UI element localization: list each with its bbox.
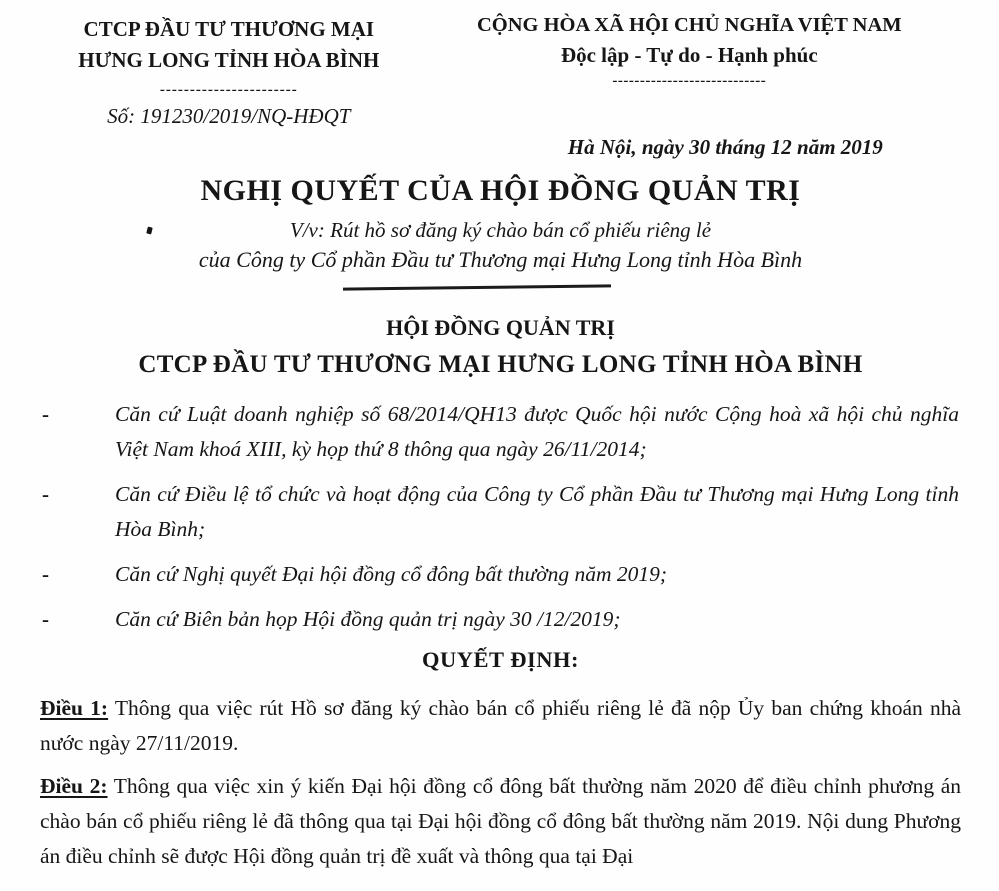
recital-text: Căn cứ Nghị quyết Đại hội đồng cổ đông bất thường năm 2019; <box>115 562 668 586</box>
article-2-label: Điều 2: <box>40 774 108 798</box>
recital-item <box>40 477 961 547</box>
national-header-separator: ---------------------------- <box>612 73 767 89</box>
national-motto-line2: Độc lập - Tự do - Hạnh phúc <box>560 43 818 67</box>
national-header-block <box>418 10 961 160</box>
article-1-text: Thông qua việc rút Hồ sơ đăng ký chào bán cổ phiếu riêng lẻ đã nộp Ủy ban chứng khoán nhà nước ngày 27/11/2019. <box>40 696 961 755</box>
subject-line1: V/v: Rút hồ sơ đăng ký chào bán cổ phiếu riêng lẻ <box>289 218 712 242</box>
decision-heading: QUYẾT ĐỊNH: <box>422 647 579 672</box>
document-number: Số: 191230/2019/NQ-HĐQT <box>107 104 351 128</box>
title-underline-rule <box>342 284 610 290</box>
issuer-heading-line2: CTCP ĐẦU TƯ THƯƠNG MẠI HƯNG LONG TỈNH HÒA BÌNH <box>138 351 863 378</box>
company-name-line1: CTCP ĐẦU TƯ THƯƠNG MẠI <box>83 17 375 41</box>
recital-dash-marker: - <box>42 482 49 506</box>
company-header-block <box>40 10 418 160</box>
issuer-heading-line1: HỘI ĐỒNG QUẢN TRỊ <box>386 315 615 340</box>
subject-line2: của Công ty Cổ phần Đầu tư Thương mại Hưng Long tỉnh Hòa Bình <box>198 247 803 272</box>
document-header <box>40 10 961 160</box>
recital-dash-marker: - <box>42 562 49 586</box>
article-2-text: Thông qua việc xin ý kiến Đại hội đồng cổ đông bất thường năm 2020 để điều chỉnh phương án chào bán cổ phiếu riêng lẻ đã thông qua tại Đại hội đồng cổ đông bất thường năm 2019. Nội dung Phương án điều chỉnh sẽ được Hội đồng quản trị đề xuất và thông qua tại Đại <box>40 774 961 868</box>
recital-dash-marker: - <box>42 402 49 426</box>
recitals-list <box>40 397 961 637</box>
article-1-label: Điều 1: <box>40 696 109 720</box>
recital-item <box>40 602 961 637</box>
recital-text: Căn cứ Điều lệ tổ chức và hoạt động của Công ty Cổ phần Đầu tư Thương mại Hưng Long tỉnh Hòa Bình; <box>115 482 959 541</box>
company-name-line2: HƯNG LONG TỈNH HÒA BÌNH <box>78 48 380 72</box>
recital-item <box>40 397 961 467</box>
national-motto-line1: CỘNG HÒA XÃ HỘI CHỦ NGHĨA VIỆT NAM <box>476 14 902 36</box>
recital-text: Căn cứ Luật doanh nghiệp số 68/2014/QH13 được Quốc hội nước Cộng hoà xã hội chủ nghĩa Việt Nam khoá XIII, kỳ họp thứ 8 thông qua ngày 26/11/2014; <box>115 402 959 461</box>
recital-text: Căn cứ Biên bản họp Hội đồng quản trị ngày 30 /12/2019; <box>115 607 621 631</box>
recital-item <box>40 557 961 592</box>
document-title: NGHỊ QUYẾT CỦA HỘI ĐỒNG QUẢN TRỊ <box>200 174 801 207</box>
article-2-paragraph <box>40 769 961 874</box>
company-header-separator: ----------------------- <box>159 82 298 98</box>
recital-dash-marker: - <box>42 607 49 631</box>
article-1-paragraph <box>40 691 961 761</box>
place-date-line: Hà Nội, ngày 30 tháng 12 năm 2019 <box>567 135 883 159</box>
